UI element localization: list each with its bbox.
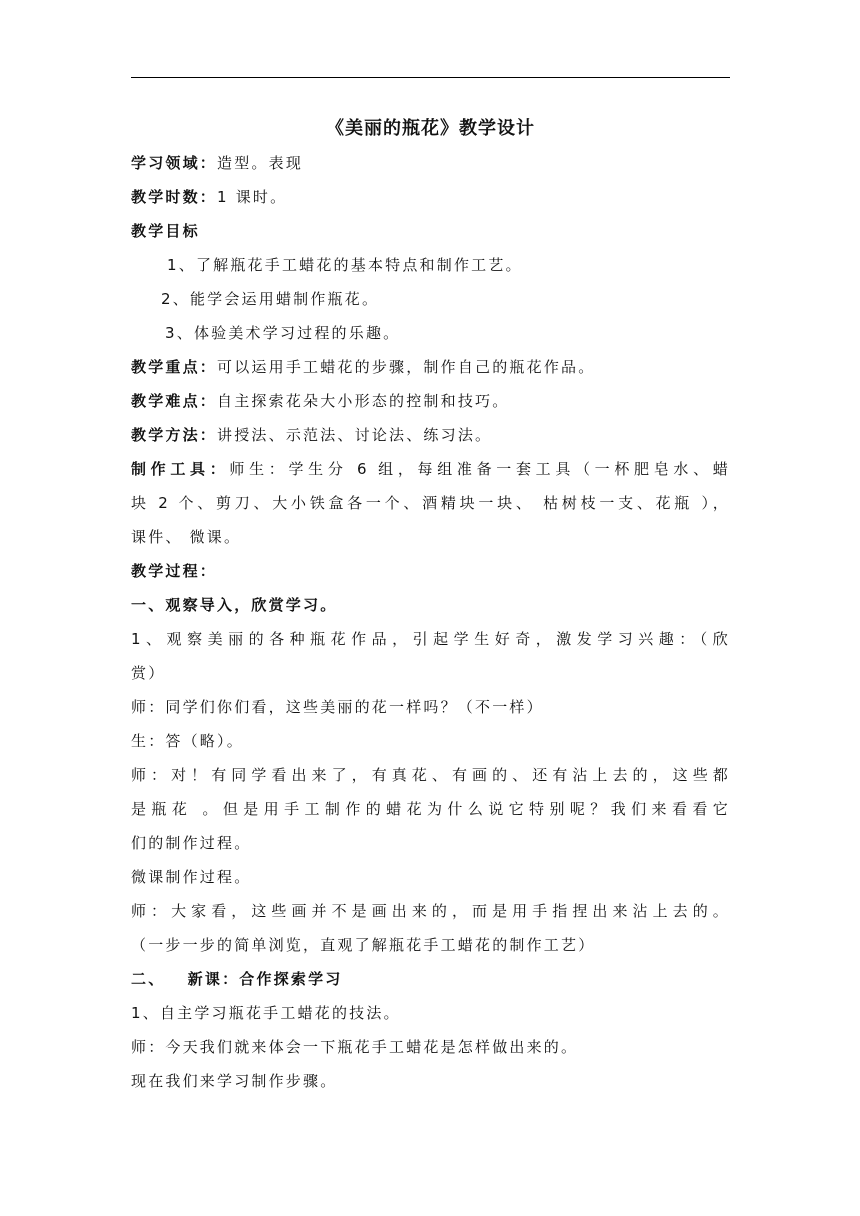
paragraph-line: 是瓶花 。但是用手工制作的蜡花为什么说它特别呢？我们来看看它 [131, 800, 730, 818]
tools-label: 制作工具： [131, 460, 230, 478]
tools-line [131, 452, 730, 486]
hours-value: 1 课时。 [217, 188, 288, 206]
section2-heading: 二、 新课：合作探索学习 [131, 970, 343, 988]
methods-label: 教学方法： [131, 426, 218, 444]
paragraph-line: （一步一步的简单浏览，直观了解瓶花手工蜡花的制作工艺） [131, 936, 596, 954]
paragraph-line: 1、观察美丽的各种瓶花作品，引起学生好奇，激发学习兴趣：（欣 [131, 630, 730, 648]
paragraph-line: 们的制作过程。 [131, 834, 252, 852]
hours-label: 教学时数： [131, 188, 218, 206]
paragraph-line: 微课制作过程。 [131, 868, 252, 886]
document-title: 《美丽的瓶花》教学设计 [326, 118, 535, 139]
paragraph-line: 现在我们来学习制作步骤。 [131, 1072, 338, 1090]
document-body [131, 112, 730, 1098]
paragraph-line: 师：同学们你们看，这些美丽的花一样吗？（不一样） [131, 698, 544, 716]
tools-line: 课件、 微课。 [131, 528, 242, 546]
goal-item: 1、了解瓶花手工蜡花的基本特点和制作工艺。 [167, 256, 523, 274]
difficulty-value: 自主探索花朵大小形态的控制和技巧。 [217, 392, 510, 410]
goals-heading: 教学目标 [131, 222, 200, 240]
key-label: 教学重点： [131, 358, 218, 376]
tools-text: 师生：学生分 6 组，每组准备一套工具（一杯肥皂水、蜡 [229, 460, 730, 478]
section1-heading: 一、观察导入，欣赏学习。 [131, 596, 338, 614]
paragraph-line: 1、自主学习瓶花手工蜡花的技法。 [131, 1004, 401, 1022]
paragraph-line: 生：答（略）。 [131, 732, 244, 750]
header-rule [131, 77, 730, 78]
domain-label: 学习领域： [131, 154, 218, 172]
domain-line [131, 146, 730, 180]
tools-line: 块 2 个、剪刀、大小铁盒各一个、酒精块一块、 枯树枝一支、花瓶 ）， [131, 494, 730, 512]
goal-item: 3、体验美术学习过程的乐趣。 [165, 324, 401, 342]
process-heading: 教学过程： [131, 562, 218, 580]
key-value: 可以运用手工蜡花的步骤，制作自己的瓶花作品。 [217, 358, 596, 376]
domain-value: 造型。表现 [217, 154, 304, 172]
key-line [131, 350, 730, 384]
paragraph-line: 师：对！有同学看出来了，有真花、有画的、还有沾上去的，这些都 [131, 766, 730, 784]
paragraph-line: 赏） [131, 664, 166, 682]
hours-line [131, 180, 730, 214]
methods-line [131, 418, 730, 452]
methods-value: 讲授法、示范法、讨论法、练习法。 [217, 426, 493, 444]
paragraph-line: 师：大家看，这些画并不是画出来的，而是用手指捏出来沾上去的。 [131, 902, 730, 920]
difficulty-line [131, 384, 730, 418]
difficulty-label: 教学难点： [131, 392, 218, 410]
paragraph-line: 师：今天我们就来体会一下瓶花手工蜡花是怎样做出来的。 [131, 1038, 579, 1056]
goal-item: 2、能学会运用蜡制作瓶花。 [161, 290, 380, 308]
